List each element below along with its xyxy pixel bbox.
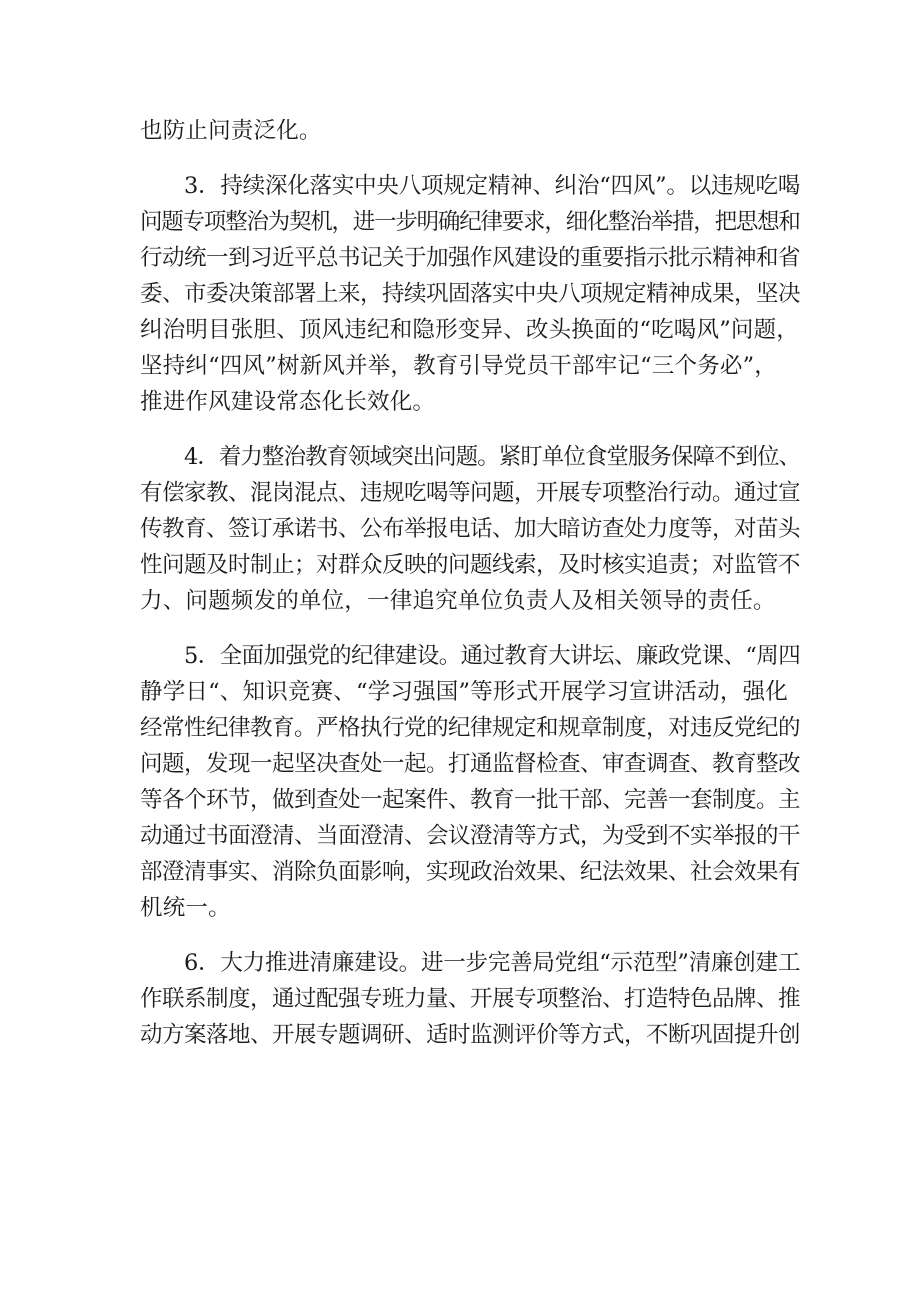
text-line: 问题，发现一起坚决查处一起。打通监督检查、审查调查、教育整改 [140, 751, 801, 777]
text-line: 力、问题频发的单位，一律追究单位负责人及相关领导的责任。 [140, 588, 776, 614]
text-line: 传教育、签订承诺书、公布举报电话、加大暗访查处力度等，对苗头 [140, 516, 801, 542]
text-line: 3．持续深化落实中央八项规定精神、纠治“四风”。以违规吃喝 [184, 173, 801, 199]
text-line: 5．全面加强党的纪律建设。通过教育大讲坛、廉政党课、“周四 [184, 643, 801, 669]
text-line: 经常性纪律教育。严格执行党的纪律规定和规章制度，对违反党纪的 [140, 715, 801, 741]
text-line: 等各个环节，做到查处一起案件、教育一批干部、完善一套制度。主 [140, 787, 801, 813]
text-line: 也防止问责泛化。 [140, 118, 322, 144]
paragraph [140, 168, 800, 420]
text-line: 行动统一到习近平总书记关于加强作风建设的重要指示批示精神和省 [140, 245, 801, 271]
text-line: 作联系制度，通过配强专班力量、开展专项整治、打造特色品牌、推 [140, 986, 801, 1012]
text-line: 动方案落地、开展专题调研、适时监测评价等方式，不断巩固提升创 [140, 1022, 801, 1048]
text-line: 推进作风建设常态化长效化。 [140, 389, 436, 415]
paragraph [140, 638, 800, 926]
text-line: 动通过书面澄清、当面澄清、会议澄清等方式，为受到不实举报的干 [140, 823, 801, 849]
text-line: 6．大力推进清廉建设。进一步完善局党组“示范型”清廉创建工 [184, 950, 801, 976]
paragraph-gap [140, 619, 800, 638]
text-line: 委、市委决策部署上来，持续巩固落实中央八项规定精神成果，坚决 [140, 281, 801, 307]
paragraph [140, 945, 800, 1053]
paragraph [140, 113, 800, 149]
text-line: 静学日“、知识竞赛、“学习强国”等形式开展学习宣讲活动，强化 [140, 679, 789, 705]
text-line: 有偿家教、混岗混点、违规吃喝等问题，开展专项整治行动。通过宣 [140, 480, 801, 506]
paragraph-gap [140, 149, 800, 168]
text-line: 机统一。 [140, 895, 231, 921]
text-line: 部澄清事实、消除负面影响，实现政治效果、纪法效果、社会效果有 [140, 859, 801, 885]
text-line: 性问题及时制止；对群众反映的问题线索，及时核实追责；对监管不 [140, 552, 801, 578]
paragraph [140, 439, 800, 619]
text-line: 4．着力整治教育领域突出问题。紧盯单位食堂服务保障不到位、 [184, 444, 801, 470]
text-line: 坚持纠“四风”树新风并举，教育引导党员干部牢记“三个务必”， [140, 353, 778, 379]
paragraph-gap [140, 420, 800, 439]
text-line: 纠治明目张胆、顶风违纪和隐形变异、改头换面的“吃喝风”问题， [140, 317, 800, 343]
document-body [140, 113, 800, 1053]
paragraph-gap [140, 926, 800, 945]
text-line: 问题专项整治为契机，进一步明确纪律要求，细化整治举措，把思想和 [140, 209, 800, 235]
